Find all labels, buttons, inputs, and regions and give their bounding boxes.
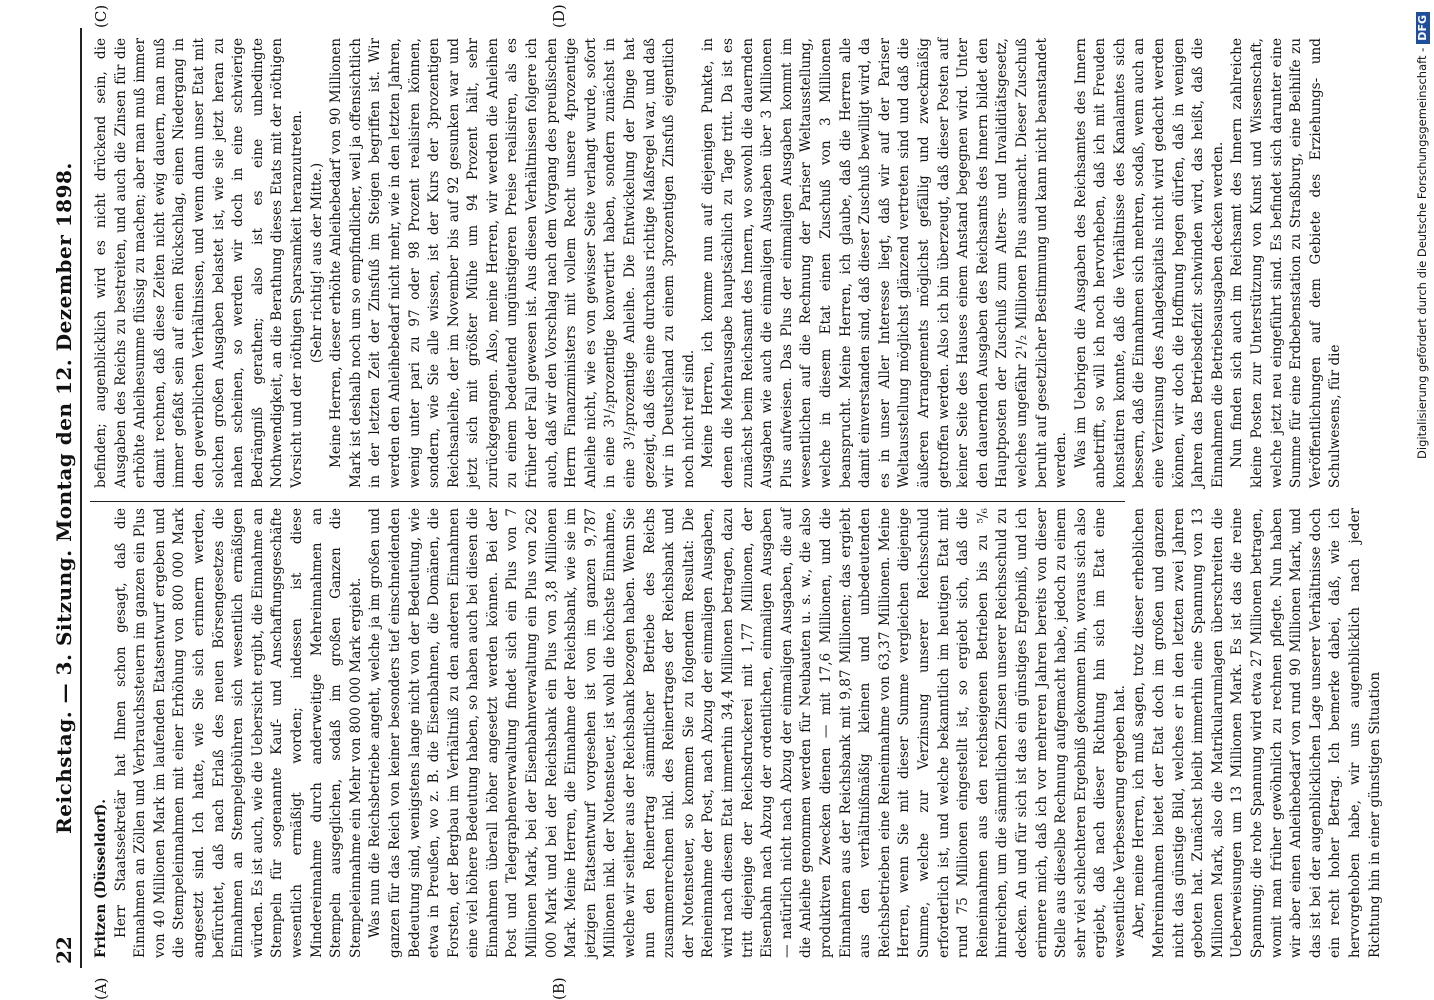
margin-marker-b: (B) <box>550 977 568 1000</box>
left-column <box>92 508 1383 958</box>
margin-marker-c: (C) <box>92 4 110 28</box>
running-title: Reichstag. — 3. Sitzung. Montag den 12. Dezember 1898. <box>52 162 76 834</box>
right-paragraph-5: Nun finden sich auch im Reichsamt des Innern zahlreiche kleine Posten zur Unterstützung von Kunst und Wissenschaft, welche jetzt neu eingeführt sind. Es befindet sich darunter eine Summe für eine Erdbebenstation zu Straßburg, eine Beihilfe zu Veröffentlichungen auf dem Gebiete des Erziehungs- und Schulwesens, für die <box>1229 38 1344 488</box>
digitization-credit <box>1412 4 1432 996</box>
right-paragraph-3: Meine Herren, ich komme nun auf diejenigen Punkte, in denen die Mehrausgabe hauptsächlich zu Tage tritt. Da ist es zunächst beim Reichsamt des Innern, wo sowohl die dauernden Ausgaben wie auch die einmaligen Ausgaben über 3 Millionen Plus aufweisen. Das Plus der einmaligen Ausgaben kommt im wesentlichen auf die Rechnung der Pariser Weltausstellung, welche in diesem Etat einen Zuschuß von 3 Millionen beansprucht. Meine Herren, ich glaube, daß die Herren alle damit einverstanden sind, daß dieser Zuschuß bewilligt wird, da es in unser Aller Interesse liegt, daß wir auf der Pariser Weltausstellung möglichst glänzend vertreten sind und daß die äußeren Arrangements möglichst gefällig und zweckmäßig getroffen werden. Also ich bin überzeugt, daß dieser Posten auf keiner Seite des Hauses einem Anstand begegnen wird. Unter den dauernden Ausgaben des Reichsamts des Innern bildet den Hauptposten der Zuschuß zum Alters- und Invaliditätsgesetz, welches ungefähr 2¹/₂ Millionen Plus ausmacht. Dieser Zuschuß beruht auf gesetzlicher Bestimmung und kann nicht beanstandet werden. <box>700 38 1070 488</box>
digitization-sidebar <box>1412 4 1432 996</box>
left-paragraph-1: Herr Staatssekretär hat Ihnen schon gesagt, daß die Einnahmen an Zöllen und Verbrauchssteuern im ganzen ein Plus von 40 Millionen Mark im laufenden Etatsentwurf ergeben und die Stempeleinnahmen mit einer Erhöhung von 800 000 Mark angesetzt sind. Ich hatte, wie Sie sich erinnern werden, befürchtet, daß nach Erlaß des neuen Börsengesetzes die Einnahmen an Stempelgebühren sich wesentlich ermäßigen würden. Es ist auch, wie die Uebersicht ergibt, die Einnahme an Stempeln für sogenannte Kauf- und Anschaffungsgeschäfte wesentlich ermäßigt worden; indessen ist diese Mindereinnahme durch anderweitige Mehreinnahmen an Stempeln ausgeglichen, sodaß im großen Ganzen die Stempeleinnahme ein Mehr von 800 000 Mark ergiebt. <box>112 508 364 958</box>
digitization-credit-text: Digitalisierung gefördert durch die Deutsche Forschungsgemeinschaft - <box>1415 47 1429 459</box>
dfg-logo: DFG <box>1416 12 1430 44</box>
column-divider <box>90 501 1125 502</box>
left-paragraph-2: Was nun die Reichsbetriebe angeht, welche ja im großen und ganzen für das Reich von keiner besonders tief einschneidenden Bedeutung sind, wenigstens lange nicht von der Bedeutung, wie etwa in Preußen, wo z. B. die Eisenbahnen, die Domänen, die Forsten, der Bergbau im Verhältniß zu den anderen Einnahmen eine viel höhere Bedeutung haben, so haben auch bei diesen die Einnahmen überall höher angesetzt werden können. Bei der Post und Telegraphenverwaltung findet sich ein Plus von 7 Millionen Mark, bei der Eisenbahnverwaltung ein Plus von 262 000 Mark und bei der Reichsbank ein Plus von 3,8 Millionen Mark. Meine Herren, die Einnahme der Reichsbank, wie sie im jetzigen Etatsentwurf vorgesehen ist von im ganzen 9,787 Millionen inkl. der Notensteuer, ist wohl die höchste Einnahme, welche wir seither aus der Reichsbank bezogen haben. Wenn Sie nun den Reinertrag sämmtlicher Betriebe des Reichs zusammenrechnen inkl. des Reinertrages der Reichsbank und der Notensteuer, so kommen Sie zu folgendem Resultat: Die Reineinnahme der Post, nach Abzug der einmaligen Ausgaben, wird nach diesem Etat immerhin 34,4 Millionen betragen, dazu tritt diejenige der Reichsdruckerei mit 1,77 Millionen, der Eisenbahn nach Abzug der ordentlichen, einmaligen Ausgaben — natürlich nicht nach Abzug der einmaligen Ausgaben, die auf die Anleihe genommen werden für Neubauten u. s. w., die also produktiven Zwecken dienen — mit 17,6 Millionen, und die Einnahmen aus der Reichsbank mit 9,87 Millionen; das ergiebt aus den verhältnißmäßig kleinen und unbedeutenden Reichsbetrieben eine Reineinnahme von 63,37 Millionen. Meine Herren, wenn Sie mit dieser Summe vergleichen diejenige Summe, welche zur Verzinsung unserer Reichsschuld erforderlich ist, und welche bekanntlich im heutigen Etat mit rund 75 Millionen eingestellt ist, so ergiebt sich, daß die Reineinnahmen aus den reichseigenen Betrieben bis zu ⁵/₆ hinreichen, um die sämmtlichen Zinsen unserer Reichsschuld zu decken. An und für sich ist das ein günstiges Ergebniß, und ich erinnere mich, daß ich vor mehreren Jahren bereits von dieser Stelle aus dieselbe Rechnung aufgemacht habe, jedoch zu einem sehr viel schlechteren Ergebniß gekommen bin, woraus sich also ergiebt, daß nach dieser Richtung hin sich im Etat eine wesentliche Verbesserung ergeben hat. <box>367 508 1128 958</box>
page-header <box>50 28 82 968</box>
page-number: 22 <box>52 936 76 964</box>
left-paragraph-3: Aber, meine Herren, ich muß sagen, trotz dieser erheblichen Mehreinnahmen bietet der Etat doch im großen und ganzen nicht das günstige Bild, welches er in den letzten zwei Jahren geboten hat. Zunächst bleibt immerhin eine Spannung von 13 Millionen Mark, also die Matrikularumlagen überschreiten die Ueberweisungen um 13 Millionen Mark. Es ist das die reine Spannung; die rohe Spannung wird etwa 27 Millionen betragen, womit man früher gewöhnlich zu rechnen pflegte. Nun haben wir aber einen Anleihebedarf von rund 90 Millionen Mark, und das ist bei der augenblicklichen Lage unserer Verhältnisse doch ein recht hoher Betrag. Ich bemerke dabei, daß, wie ich hervorgehoben habe, wir uns augenblicklich nach jeder Richtung hin in einer günstigen Situation <box>1131 508 1383 958</box>
margin-marker-d: (D) <box>550 4 568 28</box>
speaker-line: Fritzen (Düsseldorf). <box>93 799 109 958</box>
right-paragraph-2: Meine Herren, dieser erhöhte Anleihebedarf von 90 Millionen Mark ist deshalb noch um so empfindlicher, weil ja offensichtlich in der letzten Zeit der Zinsfuß im Steigen begriffen ist. Wir werden den Anleihebedarf nicht mehr, wie in den letzten Jahren, wenig unter pari zu 97 oder 98 Prozent realisiren können, sondern, wie Sie alle wissen, ist der Kurs der 3prozentigen Reichsanleihe, der im November bis auf 92 gesunken war und jetzt sich mit größter Mühe um 94 Prozent hält, sehr zurückgegangen. Also, meine Herren, wir werden die Anleihen zu einem bedeutend ungünstigeren Preise realisiren, als es früher der Fall gewesen ist. Aus diesen Verhältnissen folgere ich auch, daß wir den Vorschlag nach dem Vorgang des preußischen Herrn Finanzministers mit vollem Recht unsere 4prozentige Anleihe nicht, wie es von gewisser Seite verlangt wurde, sofort in eine 3¹/₂prozentige konvertirt haben, sondern zunächst in eine 3¹/₂prozentige Anleihe. Die Entwickelung der Dinge hat gezeigt, daß dies eine durchaus richtige Maßregel war, und daß wir in Deutschland zu einem 3prozentigen Zinsfuß eigentlich noch nicht reif sind. <box>328 38 697 488</box>
rotated-page <box>50 4 1400 1000</box>
margin-marker-a: (A) <box>92 977 110 1000</box>
right-paragraph-1: befinden; augenblicklich wird es nicht drückend sein, die Ausgaben des Reichs zu bestreiten, und auch die Zinsen für die erhöhte Anleihesumme flüssig zu machen; aber man muß immer damit rechnen, daß diese Zeiten nicht ewig dauern, man muß immer gefaßt sein auf einen Rückschlag, einen Niedergang in den gewerblichen Verhältnissen, und wenn dann unser Etat mit solchen großen Ausgaben belastet ist, wie sie jetzt heran zu nahen scheinen, so werden wir doch in eine schwierige Bedrängniß gerathen; also ist es eine unbedingte Nothwendigkeit, an die Berathung dieses Etats mit der nöthigen Vorsicht und der nöthigen Sparsamkeit heranzutreten. <box>93 38 305 488</box>
right-column <box>92 38 1344 488</box>
right-paragraph-4: Was im Uebrigen die Ausgaben des Reichsamtes des Innern anbetrifft, so will ich noch hervorheben, daß ich mit Freuden konstatiren konnte, daß die Verhältnisse des Kanalamtes sich bessern, daß die Einnahmen sich mehren, sodaß, wenn auch an eine Verzinsung des Anlagekapitals nicht wird gedacht werden können, wir doch die Hoffnung hegen dürfen, daß in wenigen Jahren das Betriebsdefizit schwinden wird, das heißt, daß die Einnahmen die Betriebsausgaben decken werden. <box>1072 38 1226 488</box>
interjection: (Sehr richtig! aus der Mitte.) <box>308 162 325 364</box>
